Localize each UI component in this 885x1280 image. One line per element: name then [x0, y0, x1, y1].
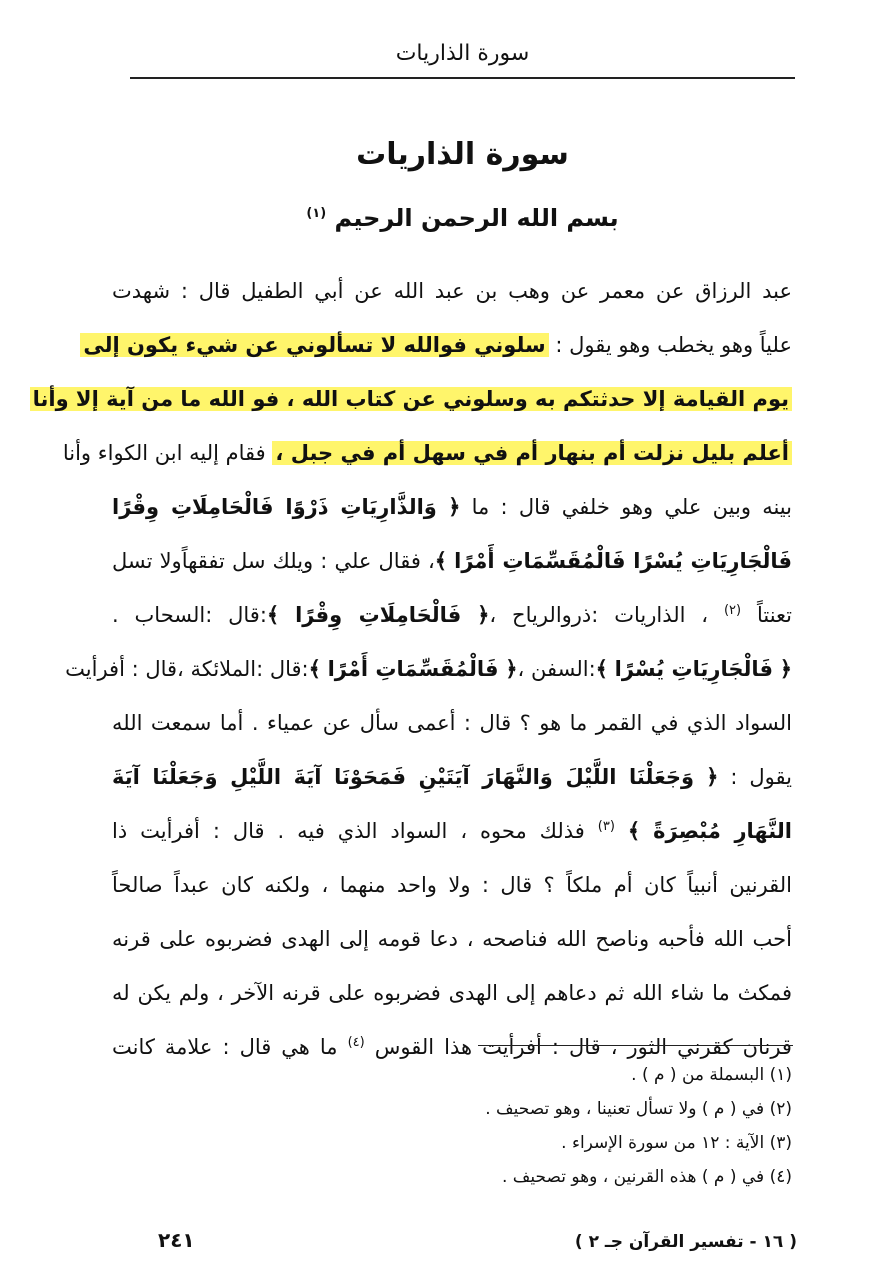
text-line-2 — [83, 318, 792, 372]
line-11-text: فذلك محوه ، السواد الذي فيه . قال : أفرأيت ذا — [112, 819, 585, 843]
footnote-ref-2: (٢) — [723, 603, 742, 618]
header-rule — [130, 77, 795, 79]
line-9-text: السواد الذي في القمر ما هو ؟ قال : أعمى سأل عن عمياء . أما سمعت الله — [112, 711, 792, 735]
text-line-9 — [112, 696, 792, 750]
text-line-4 — [62, 426, 792, 480]
line-7-text-b: ، الذاريات :ذروالرياح ، — [489, 603, 709, 627]
text-line-12 — [112, 858, 792, 912]
running-header: سورة الذاريات — [395, 41, 530, 66]
verse-text-5: فَالْمُقَسِّمَاتِ أَمْرًا — [327, 657, 499, 681]
line-4-text: فقام إليه ابن الكواء وأنا — [62, 441, 266, 465]
footnotes — [300, 1058, 792, 1194]
footnote-2: (٢) في ( م ) ولا تسأل تعنينا ، وهو تصحيف . — [485, 1099, 792, 1119]
text-line-1 — [112, 264, 792, 318]
verse-text-3: فَالْحَامِلَاتِ وِقْرًا — [295, 603, 462, 627]
verse-text-1: وَالذَّارِيَاتِ ذَرْوًا فَالْحَامِلَاتِ وِقْرًا — [112, 495, 437, 519]
verse-close-brace: ﴾ — [434, 548, 448, 573]
text-line-5 — [112, 480, 792, 534]
highlighted-quote-3: أعلم بليل نزلت أم بنهار أم في سهل أم في جبل ، — [272, 441, 792, 465]
line-1-text: عبد الرزاق عن معمر عن وهب بن عبد الله عن أبي الطفيل قال : شهدت — [112, 279, 792, 303]
text-line-6 — [112, 534, 792, 588]
text-line-7 — [112, 588, 792, 642]
text-line-14 — [112, 966, 792, 1020]
verse-open-brace: ﴿ — [505, 656, 518, 681]
line-14-text: فمكث ما شاء الله ثم دعاهم إلى الهدى فضربوه على قرنه الآخر ، ولم يكن له — [112, 981, 792, 1005]
body-text — [32, 264, 793, 1074]
line-8-text-a: :السفن ، — [517, 657, 596, 681]
page-number: ٢٤١ — [158, 1228, 195, 1252]
text-line-10 — [112, 750, 792, 804]
text-line-13 — [112, 912, 792, 966]
verse-close-brace: ﴾ — [595, 656, 608, 681]
volume-note: ( ١٦ - تفسير القرآن جـ ٢ ) — [574, 1232, 797, 1252]
surah-title: سورة الذاريات — [356, 137, 569, 172]
verse-close-brace: ﴾ — [627, 818, 641, 843]
line-15-text-b: ما هي قال : علامة كانت — [112, 1035, 338, 1059]
text-line-3 — [32, 372, 792, 426]
text-line-8 — [65, 642, 792, 696]
line-12-text: القرنين أنبياً كان أم ملكاً ؟ قال : ولا واحد منهما ، ولكنه كان عبداً صالحاً — [112, 873, 792, 897]
footnote-3: (٣) الآية : ١٢ من سورة الإسراء . — [561, 1133, 792, 1153]
footnote-1: (١) البسملة من ( م ) . — [631, 1065, 792, 1085]
footnote-4: (٤) في ( م ) هذه القرنين ، وهو تصحيف . — [501, 1167, 792, 1187]
line-13-text: أحب الله فأحبه وناصح الله فناصحه ، دعا قومه إلى الهدى فضربوه على قرنه — [112, 927, 792, 951]
verse-open-brace: ﴿ — [706, 764, 719, 789]
line-7-text-c: :قال :السحاب . — [112, 603, 267, 627]
verse-close-brace: ﴾ — [308, 656, 321, 681]
highlighted-quote-2: يوم القيامة إلا حدثتكم به وسلوني عن كتاب الله ، فو الله ما من آية إلا وأنا — [30, 387, 792, 411]
line-2-text: علياً وهو يخطب وهو يقول : — [555, 333, 792, 357]
line-15-text-a: قرنان كقرني الثور ، قال : أفرأيت هذا القوس — [374, 1035, 792, 1059]
verse-text-4: فَالْجَارِيَاتِ يُسْرًا — [614, 657, 773, 681]
verse-text-2: فَالْجَارِيَاتِ يُسْرًا فَالْمُقَسِّمَاتِ أَمْرًا — [454, 549, 792, 573]
verse-text-7: النَّهَارِ مُبْصِرَةً — [653, 819, 792, 843]
line-8-text-b: :قال :الملائكة ،قال : أفرأيت — [65, 657, 309, 681]
verse-open-brace: ﴿ — [477, 602, 490, 627]
line-6-text: ، فقال علي : ويلك سل تفقهاًولا تسل — [112, 549, 435, 573]
footnote-rule — [478, 1045, 793, 1046]
basmala-text: بسم الله الرحمن الرحيم — [334, 204, 619, 232]
line-7-text-a: تعنتاً — [756, 603, 793, 627]
line-5-text: بينه وبين علي وهو خلفي قال : ما — [471, 495, 792, 519]
basmala-heading — [130, 196, 795, 240]
verse-open-brace: ﴿ — [779, 656, 792, 681]
highlighted-quote-1: سلوني فوالله لا تسألوني عن شيء يكون إلى — [80, 333, 548, 357]
text-line-11 — [112, 804, 792, 858]
footnote-ref-4: (٤) — [347, 1035, 365, 1050]
footnote-ref-1: (١) — [306, 206, 327, 221]
verse-close-brace: ﴾ — [266, 602, 280, 627]
line-10-text: يقول : — [730, 765, 792, 789]
verse-text-6: وَجَعَلْنَا اللَّيْلَ وَالنَّهَارَ آيَتَيْنِ فَمَحَوْنَا آيَةَ اللَّيْلِ وَجَعَلْنَا آيَةَ — [112, 765, 695, 789]
footnote-ref-3: (٣) — [597, 819, 615, 834]
verse-open-brace: ﴿ — [448, 494, 461, 519]
